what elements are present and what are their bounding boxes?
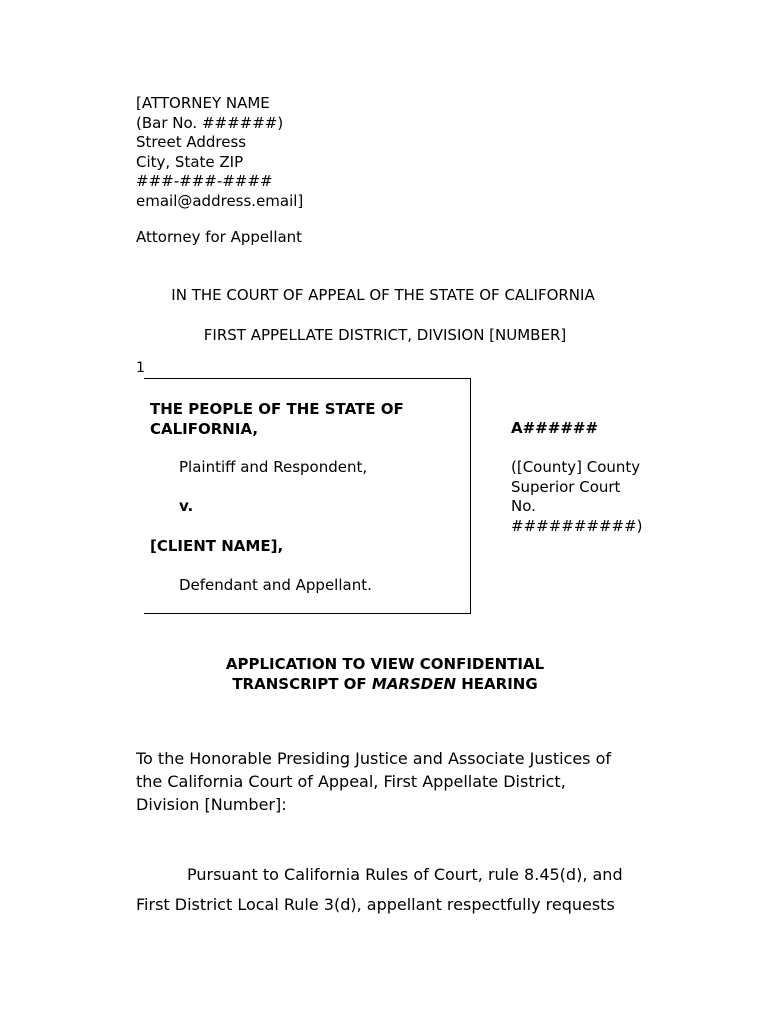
title-italic: MARSDEN [371,675,457,693]
title-prefix: TRANSCRIPT OF [232,675,372,693]
plaintiff-name-line2: CALIFORNIA, [150,420,259,438]
phone-number: ###-###-#### [136,172,273,190]
superior-court-line1: ([County] County [511,458,641,476]
title-suffix: HEARING [456,675,538,693]
attorney-role: Attorney for Appellant [136,228,303,246]
plaintiff-name-line1: THE PEOPLE OF THE STATE OF [150,400,404,418]
title-line1: APPLICATION TO VIEW CONFIDENTIAL [225,655,545,673]
court-name: IN THE COURT OF APPEAL OF THE STATE OF CALIFORNIA [171,286,595,304]
attorney-name: [ATTORNEY NAME [136,94,270,112]
line-number: 1 [136,360,145,376]
superior-court-line3: No. [511,497,536,515]
bar-number: (Bar No. ######) [136,114,284,132]
email-address: email@address.email] [136,192,304,210]
salutation-line2: the California Court of Appeal, First Appellate District, [136,772,566,791]
superior-court-line2: Superior Court [511,478,621,496]
city-state-zip: City, State ZIP [136,153,244,171]
defendant-role: Defendant and Appellant. [179,576,372,594]
salutation-line1: To the Honorable Presiding Justice and Associate Justices of [136,749,612,768]
court-district: FIRST APPELLATE DISTRICT, DIVISION [NUMBER] [203,326,567,344]
defendant-name: [CLIENT NAME], [150,537,284,555]
title-line2 [0,675,770,693]
salutation-line3: Division [Number]: [136,795,287,814]
plaintiff-role: Plaintiff and Respondent, [179,458,368,476]
body-line2: First District Local Rule 3(d), appellant respectfully requests [136,895,615,914]
superior-court-line4: ##########) [511,517,643,535]
body-line1: Pursuant to California Rules of Court, rule 8.45(d), and [187,865,623,884]
versus: v. [179,497,194,515]
street-address: Street Address [136,133,247,151]
case-number: A###### [511,419,599,437]
